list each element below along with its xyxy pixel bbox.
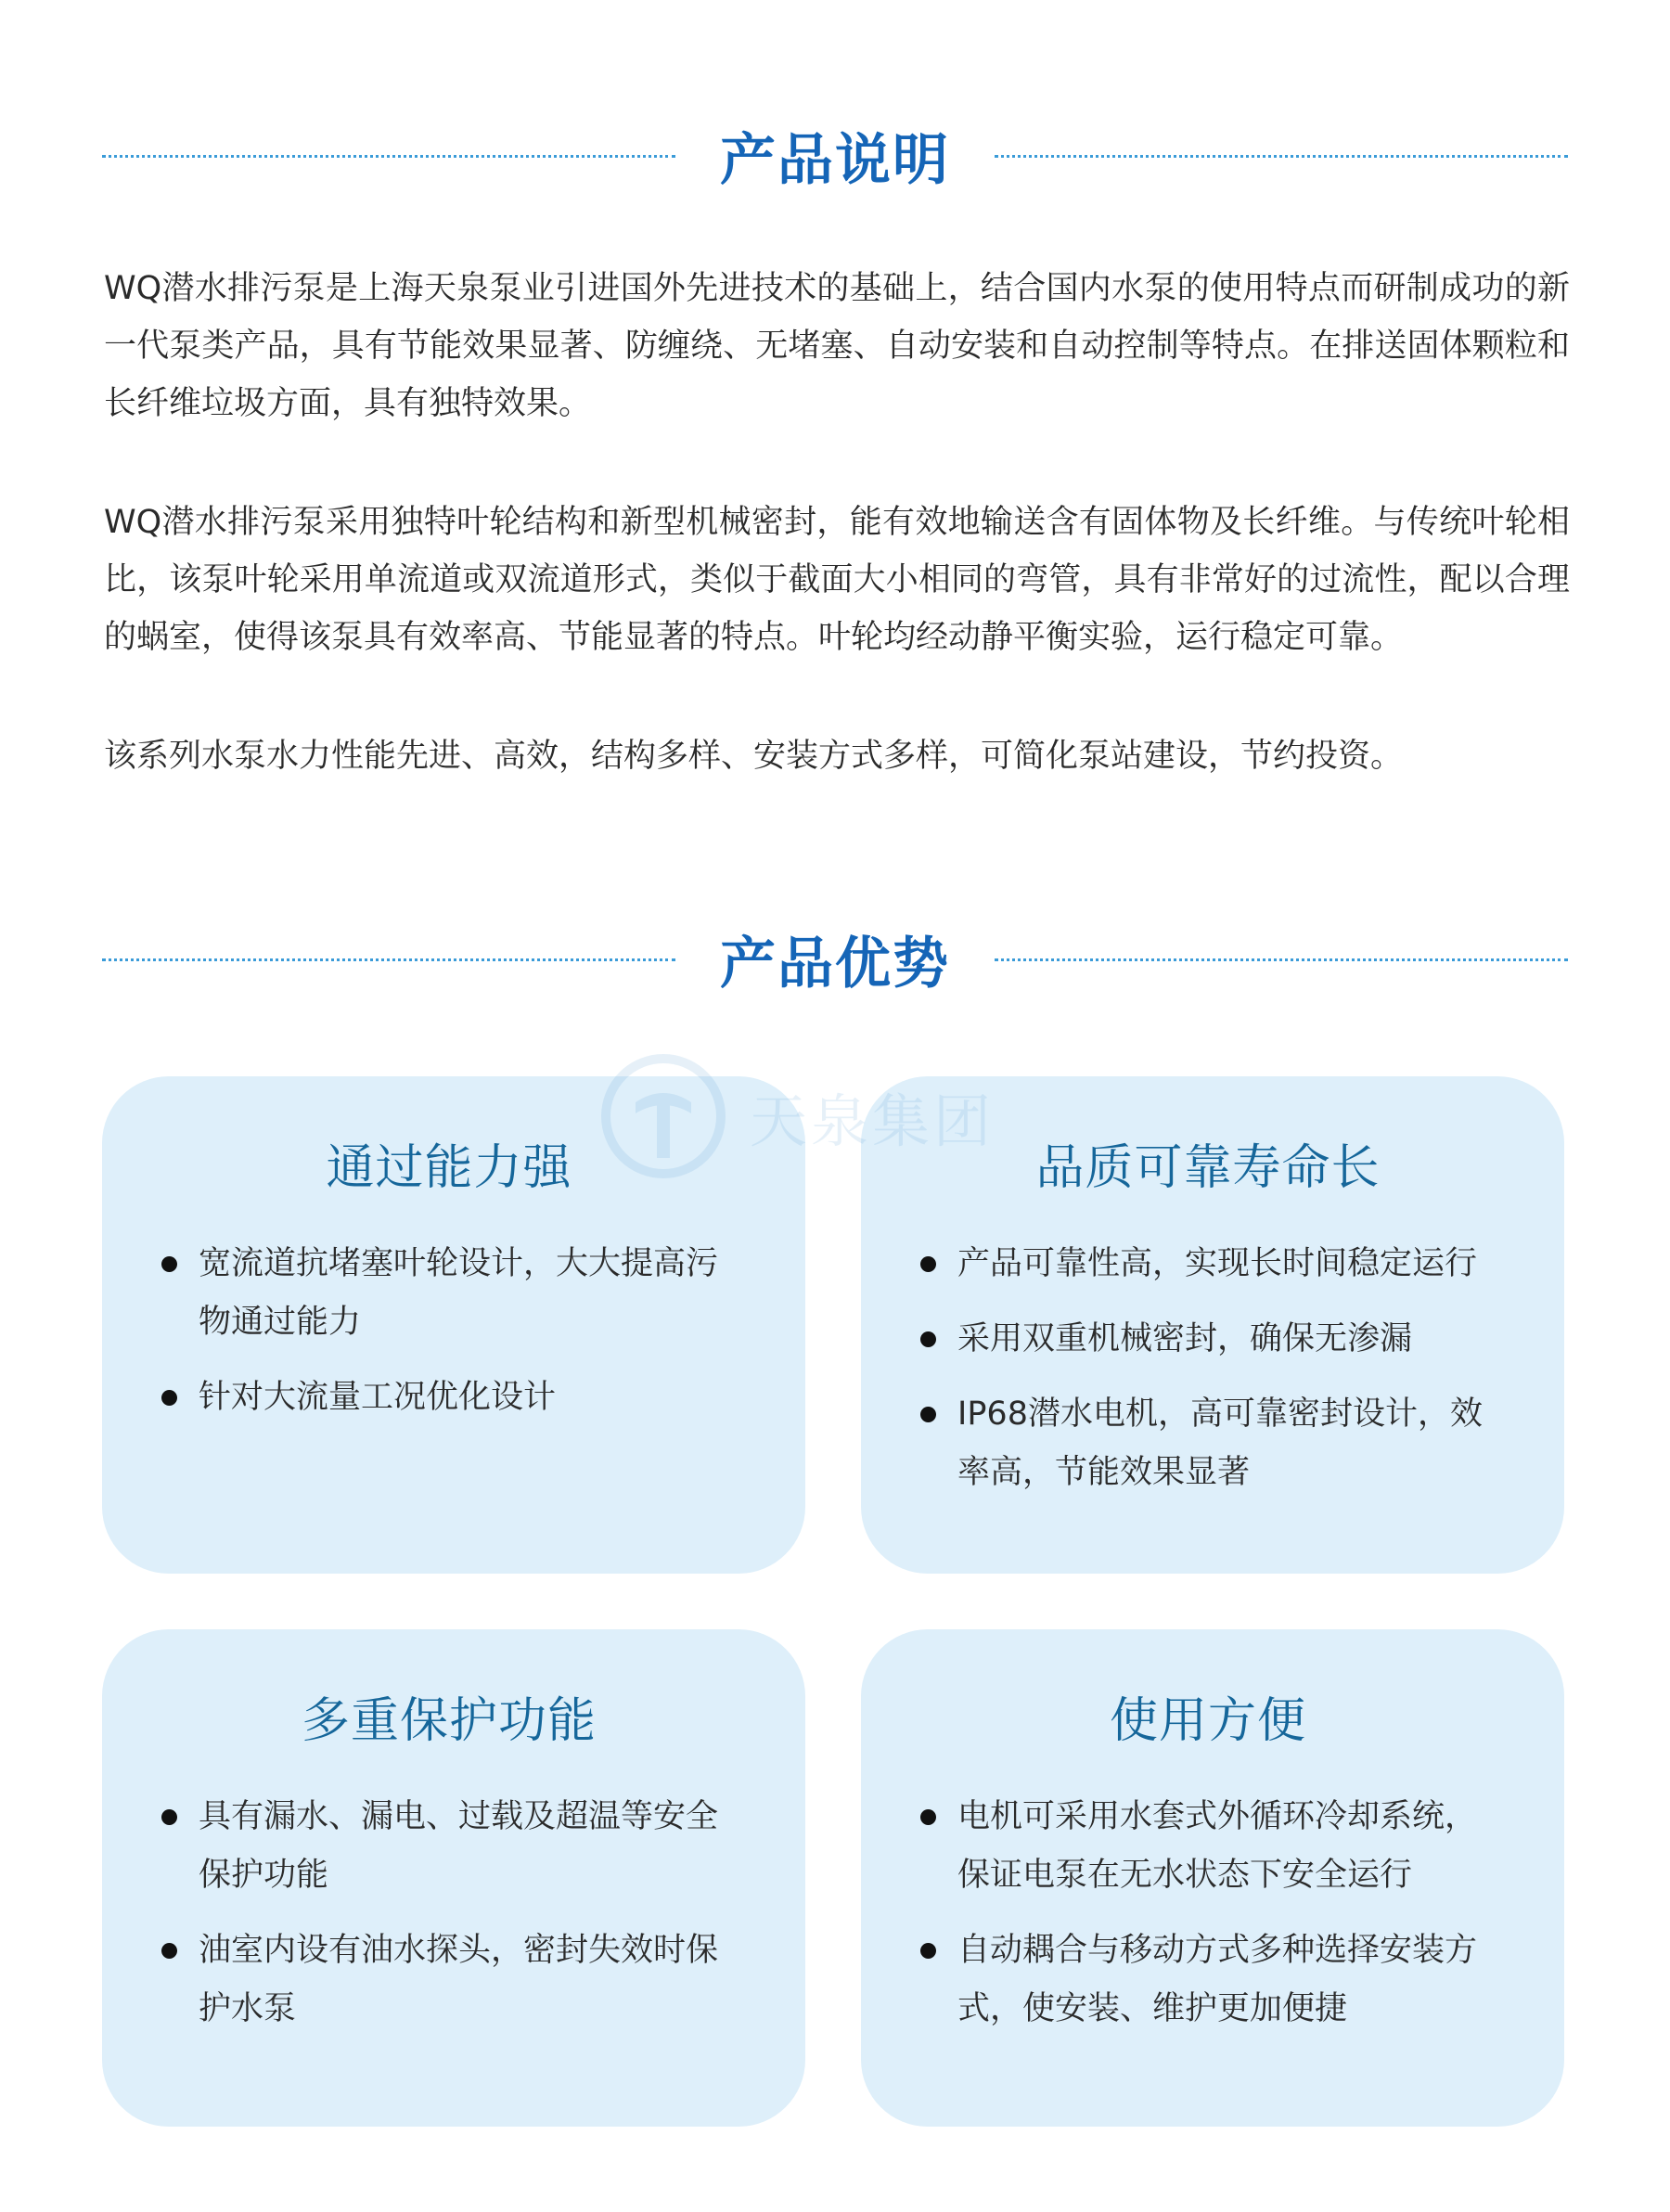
feature-list xyxy=(148,1788,750,2038)
card-title: 多重保护功能 xyxy=(301,1693,597,1749)
brand-watermark xyxy=(594,1047,1095,1186)
dotted-divider-right xyxy=(995,155,1568,158)
card-title: 通过能力强 xyxy=(326,1140,572,1196)
advantage-card-protection xyxy=(102,1629,805,2127)
section-title-advantages xyxy=(102,922,1568,997)
list-item: 针对大流量工况优化设计 xyxy=(148,1369,750,1427)
list-item: 采用双重机械密封，确保无渗漏 xyxy=(907,1310,1509,1369)
brand-logo-icon xyxy=(594,1047,733,1186)
list-item: 油室内设有油水探头，密封失效时保护水泵 xyxy=(148,1922,750,2038)
watermark-text: 天泉集团 xyxy=(750,1087,996,1155)
bullet-icon xyxy=(161,1809,177,1825)
bullet-icon xyxy=(920,1809,936,1825)
bullet-icon xyxy=(161,1390,177,1406)
list-item: 具有漏水、漏电、过载及超温等安全保护功能 xyxy=(148,1788,750,1905)
feature-list xyxy=(148,1235,750,1427)
description-paragraph-3: 该系列水泵水力性能先进、高效，结构多样、安装方式多样，可简化泵站建设，节约投资。 xyxy=(104,738,1404,775)
bullet-icon xyxy=(161,1943,177,1959)
description-paragraph-2: WQ潜水排污泵采用独特叶轮结构和新型机械密封，能有效地输送含有固体物及长纤维。与传统叶轮相比，该泵叶轮采用单流道或双流道形式，类似于截面大小相同的弯管，具有非常好的过流性，配以合理的蜗室，使得该泵具有效率高、节能显著的特点。叶轮均经动静平衡实验，运行稳定可靠。 xyxy=(104,504,1570,656)
bullet-icon xyxy=(920,1943,936,1959)
description-heading: 产品说明 xyxy=(720,128,950,193)
feature-list xyxy=(907,1235,1509,1502)
advantage-card-convenience xyxy=(861,1629,1564,2127)
bullet-icon xyxy=(920,1331,936,1347)
dotted-divider-right xyxy=(995,958,1568,961)
bullet-icon xyxy=(920,1256,936,1272)
list-item: 宽流道抗堵塞叶轮设计，大大提高污物通过能力 xyxy=(148,1235,750,1352)
advantages-heading: 产品优势 xyxy=(720,932,950,997)
card-title: 使用方便 xyxy=(1109,1693,1306,1749)
list-item: 产品可靠性高，实现长时间稳定运行 xyxy=(907,1235,1509,1293)
card-title: 品质可靠寿命长 xyxy=(1035,1140,1381,1196)
list-item: 电机可采用水套式外循环冷却系统，保证电泵在无水状态下安全运行 xyxy=(907,1788,1509,1905)
dotted-divider-left xyxy=(102,958,675,961)
list-item: 自动耦合与移动方式多种选择安装方式，使安装、维护更加便捷 xyxy=(907,1922,1509,2038)
description-paragraph-1: WQ潜水排污泵是上海天泉泵业引进国外先进技术的基础上，结合国内水泵的使用特点而研制成功的新一代泵类产品，具有节能效果显著、防缠绕、无堵塞、自动安装和自动控制等特点。在排送固体颗粒和长纤维垃圾方面，具有独特效果。 xyxy=(104,270,1570,422)
bullet-icon xyxy=(920,1407,936,1422)
section-title-description xyxy=(102,119,1568,193)
bullet-icon xyxy=(161,1256,177,1272)
list-item: IP68潜水电机，高可靠密封设计，效率高，节能效果显著 xyxy=(907,1385,1509,1502)
feature-list xyxy=(907,1788,1509,2038)
dotted-divider-left xyxy=(102,155,675,158)
